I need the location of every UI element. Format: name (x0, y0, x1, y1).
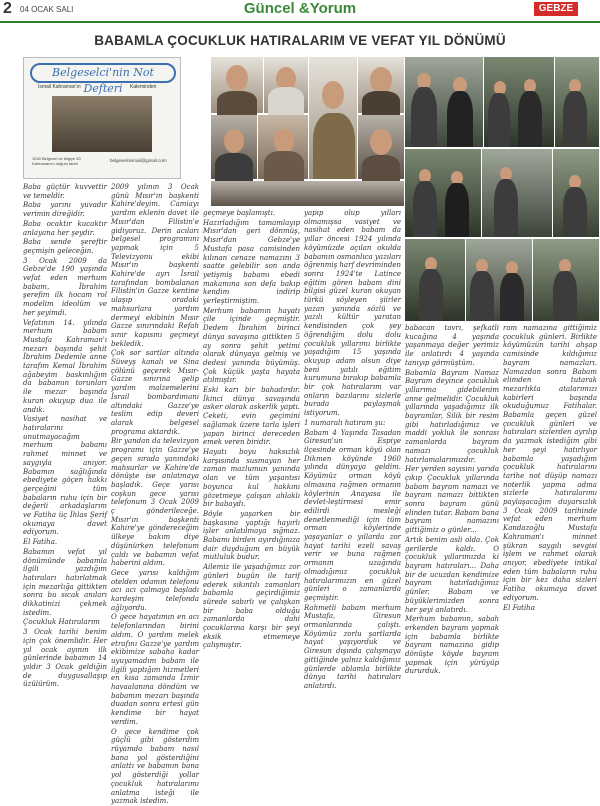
portrait-photo-man (211, 57, 263, 113)
col3-para: Ailemiz ile yaşadığımız zor günleri bugün ile tarif ederek sıkıntılı zamanları babamla geçirdiğimiz sürede sabırlı ve çalışkan bir baba olduğu zamanlarda dahi çocuklarına karşı bir şeyi eksik etmemeye çalışmıştır. (203, 563, 300, 650)
photo-cemetery-trees (553, 149, 599, 237)
article-column-4 (304, 209, 401, 690)
col3-para: Böyle yaşarken bir başkasına yaptığı hayırlı işler anlatılmaya sığmaz. Babamı birden ayırdığınıza dair duyduğum en büyük mutluluk budur. (203, 509, 300, 562)
photo-graveside-group (405, 57, 483, 147)
photo-grave-children (533, 239, 599, 321)
col3-para: Merhum babamın hayatı çile içinde geçmiştir. Dedem İbrahim birinci dünya savaşına gittikten 5 ay sonra şehit yetimi olarak dünyaya gelmiş ve dedesi yanında büyümüş. Çok küçük yaşta hayata atılmıştır. (203, 306, 300, 385)
col1-para: Babamın vefat yıl dönümünde babamla ilgili yazdığım hatıraları hatırlatmak için mezarlığa gittikten sonra bu sıcak anıları dikkatinizi çekmek istedim. (23, 547, 107, 617)
issue-date: 04 OCAK SALI (20, 5, 74, 14)
section-title: Güncel &Yorum (243, 0, 357, 17)
page-header (0, 0, 600, 20)
photo-grave-men (466, 239, 532, 321)
col6-para: El Fatiha (503, 603, 535, 612)
photo-old-man-cap (211, 115, 257, 179)
col2-para: Bir yandan da televizyon programı için Gazze'ye geçen sırada yanındaki mahsurlar ve Kahire'de dönüşte ise anlatmaya başladık. Geçe yarısı coşkun gece yarısı telefonum 3 Ocak 2009 ç gönderileceğe. Mısır'ın başkenti Kahire'ye göndereceğim ülkeye bakım diye düşünürken telefonum çaldı ve babamın vefat haberini aldım. (111, 437, 199, 568)
col1-para: Vasiyet nasihat ve hatıralarını unutmayacağım merhum babamı rahmet minnet ve saygıyla anıyor. Babamın sağlığında ebediyete göçen hakkı gerçeğini tüm babaların ruhu için bir değerli arkadaşlarım ve Fatiha üç İhlas Şerif okumaya davet ediyorum. (23, 415, 107, 537)
article-title: BABAMLA ÇOCUKLUK HATIRALARIM VE VEFAT YIL DÖNÜMÜ (94, 33, 506, 48)
col4-para: Babam 4 Yaşında Tasadan Giresun'un Espiye ilçesinde orman köyü olan Dikmen köyünde 1960 yılında dünyaya geldim. Köyümüz orman köyü olmasına rağmen ormanın köylerinin Anayasa ile devlet-leştirmesi emir edilirdi mesleği denetlenmediği için tüm orman köylerinde yaşayanlar o yıllarda zor hayat tarihi ezeli savaş verir ve buna rağmen ormanın uzağında olmadığımız çocukluk hatıralarımızın en güzel günleri o zamanlarda geçmiştir. (304, 428, 401, 602)
photo-cemetery-people (484, 57, 554, 147)
col1-para: 3 Ocak tarihi benim için çok önemlidir. Her yıl ocak ayının ilk günlerinde babamın 14 yıldır 3 Ocak geldiğin de duygusallaşıp üzülürüm. (23, 628, 107, 689)
col1-para: Baba sende şereftir geçmişin geleceğin. (23, 238, 107, 255)
col6-para: ram namazına gittiğimiz çocukluk günleri. Birlikte köyümüzün tarihi ahşap camisinde kıldığımız bayram namazları. Namazdan sonra Babam elimden tutarak mezarlıkta atalarımızı kabirleri başında okuduğumuz Fatihalar. Babamla geçen güzel çocukluk günleri ve hatıraları sizlerden ayrılıp da yazmak istediğim gibi her şeyi hatırlıyor babamla yaşadığım çocukluk hatıralarını tarihe not düşüp namazı noterlik yapma adına sizlerle hatıralarımı paylaşacağım duyarsızlık 3 Ocak 2009 tarihinde vefat eden merhum Kandazoğlu Mustafa Kahraman'ı minnet şükran saygılı sevgisi işlem ve rahmet olarak anıyor, ebediyete intikal eden tüm babaların ruhu için bir kez daha sizleri Fatiha okumaya davet ediyorum. (503, 324, 597, 602)
article-column-3 (203, 209, 300, 650)
col3-para: Hayatı boyu haksızlık karşısında susmayan her zaman mazlumun yanında olan ve tüm yaşantısı boyunca kul hakkını gözetmeye çalışan ahlaklı bir babaydı. (203, 447, 300, 509)
photo-dua-group (405, 239, 465, 321)
article-column-5 (405, 324, 499, 676)
article-column-6 (503, 324, 597, 612)
newspaper-logo: GEBZE (534, 2, 578, 16)
col5-para: Merhum babamın, sabah erkenden bayram yapmak için babamla birlikte bayram namazına gidip dönüşte köyde bayram yapmak için yürüyüp dururduk. (405, 615, 499, 676)
col1-para: Baba ocaktır kucaktır anlayana her şeydir. (23, 219, 107, 237)
photo-woman-headscarf (258, 115, 308, 179)
col2-para: O gece kendime çok güçlü gibi gösterdim rüyamda babam nasıl bana yol gösterdiğini anlattı ve babamın bana yol gösterdiği yollar çocukluk hatıralarımı anlatma isteği ile yazmak istedim. (111, 727, 199, 806)
header-rule (0, 21, 600, 23)
col4-para: Rahmetli babam merhum Mustafa, Giresun ormanlarında çalıştı. Köyümüz zorlu şartlarda hayat yaşıyorduk ve Giresun dışında çalışmaya gittiğinde yalnız kaldığımız günlerde ablamla birlikte dünya tarihi hatıraları anlatırdı. (304, 603, 401, 690)
photo-man-portrait (309, 57, 357, 179)
col3-para: geçmeye başlamıştı. (203, 209, 276, 217)
col1-para: Baba güçtür kuvvettir ve temeldir. (23, 183, 107, 200)
col2-para: Gece yarısı kaldığım otelden odamın telefonu acı acı çalmaya başladı kardeşim telefonda ağlıyordu. (111, 568, 199, 612)
photo-prayer-graveside (405, 149, 481, 237)
col3-para: Hazırladığım tamamlayıp Mısır'dan geri dönmüş, Mısır'dan Gebze'ye Mustafa pasa camisinden kılınan cenaze namazını 3 saatte gelebilir son anda yetişmiş babamı ebedi makamına son defa bakıp kendim indirip yerleştirmiştim. (203, 218, 300, 306)
col4-para: 1 numaralı hatıram şu: (304, 418, 386, 427)
photo-cemetery-right (555, 57, 599, 147)
col2-para: O gece hayatımın en acı telefonlarından birini aldım. O yardım melek etrafını Gazze'ye yardım ekibimize sabaha kadar uyuyamadım babam ile ilgili yaptığım hizmetleri en kısa zamanda İzmir havaalanına döndüm ve babamın mezarı başında duadan sonra ertesi gün kendime bir hayat verdim. (111, 613, 199, 726)
column-author: İsmail Kahraman'ın (38, 84, 81, 90)
column-subtitle: Kaleminden (130, 84, 157, 90)
photo-family-cemetery (482, 149, 552, 237)
photo-elder-sitting (358, 115, 404, 179)
col1-para: El Fatiha. (23, 538, 58, 547)
column-email: belgeselciismail@gmail.com (110, 158, 167, 163)
col2-para: 2009 yılının 3 Ocak günü Mısır'ın başkenti Kahire'deyim. Camiayı yardım eklenin davet ile Mısır'dan Filistin'e gidiyoruz. Derin acıları belgesel programını yapmak için 5 Televizyonu ekibi Mısır'ın başkenti Kahire'de ayrı İsrail tarafından bombalanan Filistin'in Gazze kentine ulaşıp oradaki mahsurlara yardım dermeyi ekibinin Mısır Gazze sınırındaki Refah sınır kapısını geçmeyi bekledik. (111, 183, 199, 348)
photo-strip (211, 181, 404, 206)
article-column-1 (23, 183, 107, 689)
page-number: 2 (3, 0, 12, 17)
col1-para: Baba yarını yuvadır verimin direğidir. (23, 201, 107, 219)
column-logo (23, 57, 181, 179)
article-column-2 (111, 183, 199, 806)
col4-para: yapıp olup yılları olmamışsa vasiyet ve nasihat eden babam da yıllar öncesi 1924 yılında köyümüzde açılan okulda babamın osmanlıca yazıları öğrenmiş harf devriminden sonra 1924'te Latince eğitim gören babam dini bilgisi güzel kuran okuyan türkü söyleyen şiirler yazan yanında sözlü ve yazılı kültür yaratan kendisinden çok şey öğrendiğim dolu dolu çocukluk yıllarımı birlikte yaşadığım 15 yaşında okuyup adam olsun diye beni yatılı eğitim kurumuna bırakıp babamla bir çok hatıralarım var onların bazılarını sizlerle burada paylaşmak istiyorum. (304, 209, 401, 418)
column-address: 1040 Belgesel ve bilgiye 50 Kahraman'ın doğum tarihi (32, 156, 81, 166)
col1-para: Vefatının 14. yılında merhum babam Mustafa Kahraman'ı mezarı başında şehit İbrahim Dedemle anne tarafım Kemal İbrahim ağabeyim baskınlığım da babamın torunları ile mezar başında kuran okuyup dua ile andık. (23, 318, 107, 414)
col2-para: Çok sor sartlar altında Süveyş kanalı ve Sina çölünü geçerek Mısır-Gazze sınırına gelip yardım malzemelerini İsrail bombardımanı altındaki Gazze'ye teslim edip deveri alarak belgesel programa aktardık. (111, 349, 199, 436)
portrait-photo-woman (264, 57, 308, 113)
col5-para: Her yerden sayısını yarıda çıkıp Çocukluk yıllarında babam bayram namazı ve bayram namazı bittikten sonra bayram günü elinden tutar. Babam bana bayram namazını gittiğimiz o günler... (405, 465, 499, 535)
photo-elder-man (358, 57, 404, 113)
column-banner: Belgeselci'nin Not Defteri (30, 63, 176, 83)
author-photo (52, 96, 152, 152)
col5-para: Artık benim asli olda. Çok gerilerde kaldı. O çocukluk yıllarımızda ki bayram hatıraları... Daha bir de ucuzdan kendimize bayram hatırladığımız günler. Babam ve büyüklerimizden sonra her şeyi anlatırdı. (405, 535, 499, 614)
col1-para: Çocukluk Hatıralarım (23, 618, 100, 627)
col3-para: Eski karı bir bahadırdır. İkinci dünya savaşında asker olarak askerlik yaptı. Ceketi, evin geçimini sağlamak üzere tarla işleri yapan birinci dereceden emek veren biridir. (203, 386, 300, 447)
col5-para: babacan tavrı, şefkatli kucağına 4 yaşında yaşanmaya değer yerimiz ile anlatırdı 4 yaşında tanıyıp görmüştüm. (405, 324, 499, 367)
col5-para: Babamla Bayram Namaz Bayram deyince çocukluk yıllarıma gidebilenim anne gelmelidir. Çocukluk yıllarında yaşadığımız ilk bayramlar, Silik bir resim gibi hatırladığımız ve maddi yokluk ile sonrası zamanlarda bayram namazı çocukluk hatırlamalarımızdır. (405, 368, 499, 464)
col1-para: 3 Ocak 2009 da Gebze'de 190 yaşında vefat eden merhum babam, İbrahim şerefim ilk hocam rol modelim ideolüm ve her şeyimdi. (23, 256, 107, 317)
